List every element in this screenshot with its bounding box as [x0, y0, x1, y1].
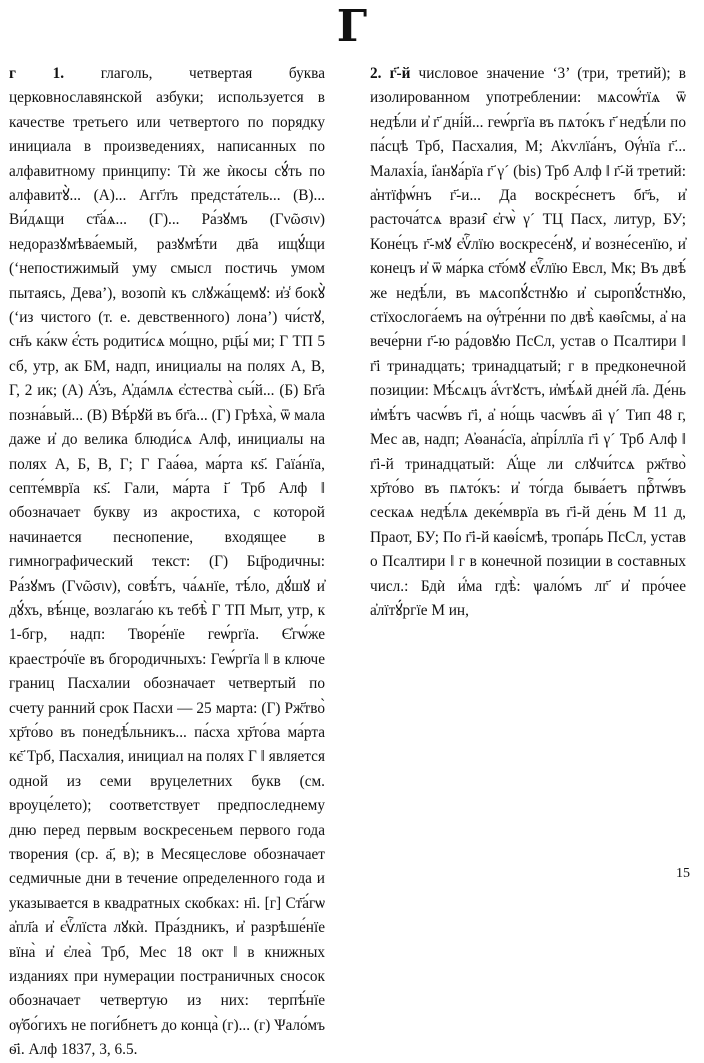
entry-sense-2	[370, 62, 686, 623]
entry-headword: г	[9, 65, 16, 82]
sense-1-number: 1.	[52, 65, 65, 82]
sense-2-text: числовое значение ‘3’ (три, третий); в изолированном употреблении: мѧсоѡ҆́тїѧ ѿ недѣ́ли и҆ г҃ дні́й... геѡ́ргїа въ пѧто́къ г҃ недѣ́ли по па́сцѣ Трб, Пасхалия, М; А҆кѵлїа́нъ, Ѹ҆́нїа г҃... Малахі́а, і҆анꙋа́рїа г҃ γ´ (bis) Трб Алф ‖ г҃-й третий: а҆нтїфѡ́нъ г҃-и... Да воскре́снетъ бг҃ъ, и҆ расточа́тсѧ врази̑ є҆гѡ̀ γ´ ТЦ Пасх, литур, БУ; Коне́цъ г҃-мꙋ є҆ѵⷢ҇лїю воскресе́нꙋ, и҆ возне́сенїю, и҆ конецъ и҆ ѿ ма́рка ст҃о́мꙋ є҆ѵⷢ҇лїю Евсл, Мк; Въ двѣ́ же недѣ́ли, въ мѧсопꙋ́стнꙋю и҆ сыропꙋ́стнꙋю, стїхослога́емъ на ѹ҆́тре́нни по двѣ̀ каѳі̑смы, а҆ на вече́рни г҃-ю ра́довꙋю ПсСл, устав о Псалтири ‖ г҃і тринадцать; тринадцатый; г в предконечной позиции: Мѣ́сѧцъ а҆́ѵгꙋстъ, и҆мѣ́ѧй дне́й л҃а. Де́нь и҆мѣ́тъ часѡ́въ г҃і, а҆ но́щь часѡ́въ а҃і γ´ Тип 48 г, Мес ав, надп; А҆ѳана́сїа, а҆прі́ллїа г҃і γ´ Трб Алф ‖ г҃і-й тринадцатый: А҆́ще ли слꙋчи́тсѧ рж҃тво̀ хр҃то́во въ пѧто́къ: и҆ то́гда быва́етъ прⷭ҇тѡ́въ сескаѧ недѣ́лѧ деке́мврїа въ г҃і-й де́нь М 11 д, Праот, БУ; По г҃і-й каѳі́смѣ, тропа́рь ПсСл, устав о Псалтири ‖ г в конечной позиции в составных числ.: Бдѝ и҆́ма гдѣ̀: ѱало́мъ лг҃ и҆ про́чее а҆лїтꙋ́ргїе М ин,	[370, 65, 686, 619]
text-column-left	[9, 62, 325, 1059]
sense-2-headword: г҃-й	[389, 65, 411, 82]
section-letter-heading: Г	[336, 1, 368, 52]
text-column-right	[370, 62, 686, 862]
page-number: 15	[676, 866, 690, 881]
sense-2-number: 2.	[370, 65, 382, 82]
entry-sense-1	[9, 62, 325, 1063]
sense-1-text: глаголь, четвертая буква церковнославянской азбуки; используется в качестве третьего или четвертого по порядку инициала в произведениях, написанных по алфавитному принципу: Тѝ же ѝкосы сꙋ́ть по алфавитꙋ̀... (А)... Агг҃лъ предста́тель... (В)... Ви́дѧщи ст҃а́ѧ... (Г)... Ра́зꙋмъ (Γνῶσιν) недоразꙋмѣва́емый, разꙋмѣ́ти дв҃а ищꙋ́щи (‘непостижимый уму смысл постичь умом пытаясь, Дева’), возопѝ къ слꙋжа́щемꙋ: и҆з̾ бокꙋ̀ (‘из чистого (т. е. девственного) лона’) чи́стꙋ, сн҃ъ ка́кѡ є҆́сть родити́сѧ мо́щно, рц҃ы́ ми; Г ТП 5 сб, утр, ак БМ, надп, инициалы на полях А, В, Г, 2 ик; (А) А҆́зъ, А҆да́млѧ є҆стества̀ сы́й... (Б) Бг҃а позна́вый... (В) Вѣ́рꙋй въ бг҃а... (Г) Грѣха̀, ѿ мала даже и҆ до велика блюди́сѧ Алф, инициалы на полях А, Б, В, Г; Г Гаа́ѳа, ма́рта кѕ҃. Гаїа́нїа, септе́мврїа кѕ҃. Гали, ма́рта і҃ Трб Алф ‖ обозначает букву из акростиха, с которой начинается песнопение, входящее в гимнографический текст: (Г) Бц҃родичны: Ра́зꙋмъ (Γνῶσιν), совѣ́тъ, ча́ѧнїе, тѣ́ло, дꙋ́шꙋ и҆ дꙋ́хъ, вѣ́нце, возлага́ю къ тебѣ̀ Г ТП Мыт, утр, к 1-бгр, надп: Творе́нїе геѡ́ргїа. Є҆гѡ́же краестро́чїе въ бгородичныхъ: Геѡ́ргїа ‖ в ключе границ Пасхалии обозначает четвертый по счету ранний срок Пасхи — 25 марта: (Г) Рж҃тво̀ хр҃то́во въ понедѣ́льникъ... па́сха хр҃то́ва ма́рта кє҃ Трб, Пасхалия, инициал на полях Г ‖ является одной из семи вруцелетних букв (см. вроуце́лето); соответствует предпоследнему дню перед первым воскресеньем первого года творения (ср. а҃, в); в Месяцеслове обозначает седмичные дни в течение определенного года и указывается в квадратных скобках: н҃і. [г] Ст҃а́гѡ а҆пл҃а и҆ є҆ѵⷢ҇лїста лꙋкѝ. Пра́здникъ, и҆ разрѣше́нїе вїна̀ и҆ є҆леа̀ Трб, Мес 18 окт ‖ в книжных изданиях при нумерации постраничных сносок обозначает четвертую из них: терпѣ́нїе ѹ҆бо́гихъ не поги́бнетъ до конца̀ (г)... (г) Ѱало́мъ ѳ҃і. Алф 1837, 3, 6.5.	[9, 65, 325, 1059]
